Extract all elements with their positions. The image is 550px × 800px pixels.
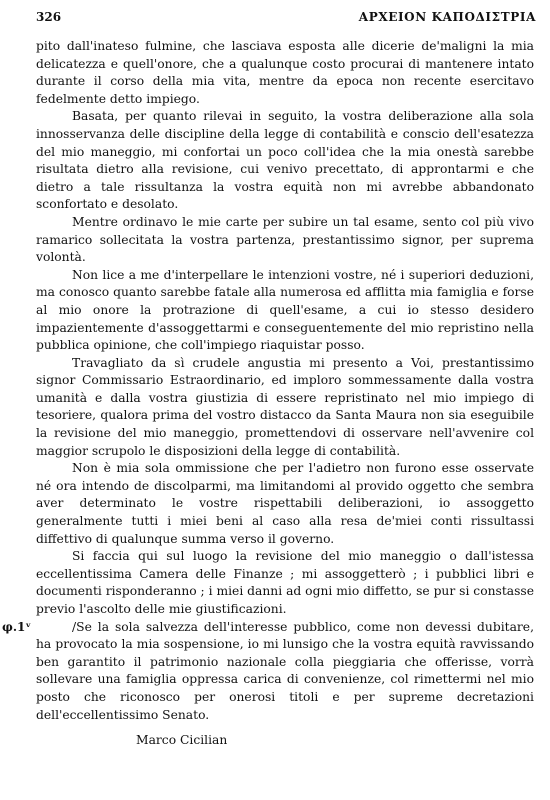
running-head: ΑΡΧΕΙΟΝ ΚΑΠΟΔΙΣΤΡΙΑ — [358, 10, 536, 24]
paragraph-4: Non lice a me d'interpellare le intenzioni vostre, né i superiori deduzioni, ma conosco quanto sarebbe fatale alla numerosa ed afflitta mia famiglia e forse al mio onore la protrazione di quell'esame, a cui io stesso desidero impazientemente d'assoggettarmi e conseguentemente del mio repristino nella pubblica opinione, che coll'impiego riaquistar posso. — [36, 267, 534, 353]
folio-marker: φ.1ᵛ — [2, 619, 32, 634]
paragraph-1: pito dall'inateso fulmine, che lasciava esposta alle dicerie de'maligni la mia delicatezza e quell'onore, che a qualunque costo procurai di mantenere intato durante il corso della mia vita, mentre da epoca non recente esercitavo fedelmente detto impiego. — [36, 39, 534, 106]
paragraph-7: Si faccia qui sul luogo la revisione del mio maneggio o dall'istessa eccellentissima Camera delle Finanze ; mi assoggetterò ; i pubblici libri e documenti risponderanno ; i miei danni ad ogni mio diffetto, se pur si constasse previo l'ascolto delle mie giustificazioni. — [36, 549, 534, 616]
paragraph-8-text: /Se la sola salvezza dell'interesse pubblico, come non devessi dubitare, ha provocato la mia sospensione, io mi lunsigo che la vostra equità ravvissando ben garantito il patrimonio nazionale colla pieggiaria che offerisse, vorrà sollevare una famiglia oppressa carica di convenienze, col rimettermi nel mio posto che riconosco per onerosi titoli e per supreme decretazioni dell'eccellentissimo Senato. — [36, 619, 534, 722]
paragraph-3: Mentre ordinavo le mie carte per subire un tal esame, sento col più vivo ramarico sollecitata la vostra partenza, prestantissimo signor, per suprema volontà. — [36, 214, 534, 265]
paragraph-6: Non è mia sola ommissione che per l'adietro non furono esse osservate né ora intendo de discolparmi, ma limitandomi al provido oggetto che sembra aver determinato le vostre rispettabili deliberazioni, io assoggetto generalmente tutti i miei beni al caso alla resa de'miei conti rissultassi diffettivo di qualunque summa verso il governo. — [36, 461, 534, 546]
paragraph-2: Basata, per quanto rilevai in seguito, la vostra deliberazione alla sola innosservanza delle discipline della legge di contabilità e conscio dell'esatezza del mio maneggio, mi confortai un poco coll'idea che la mia onestà sarebbe risultata dietro alla revisione, cui venivo precettato, di approntarmi e che dietro a tale rissultanza la vostra equità non mi avrebbe abbandonato sconfortato e desolato. — [36, 109, 534, 212]
signature: Marco Cicilian — [136, 733, 228, 748]
page-number: 326 — [36, 10, 62, 24]
paragraph-5: Travagliato da sì crudele angustia mi presento a Voi, prestantissimo signor Commissario Estraordinario, ed imploro sommessamente dalla vostra umanità e dalla vostra giustizia di essere repristinato nel mio impiego di tesoriere, qualora prima del vostro distacco da Santa Maura non sia eseguibile la revisione del mio maneggio, promettendovi di osservare nell'avvenire col maggior scrupolo le disposizioni della legge di contabilità. — [36, 355, 534, 458]
body-text — [2, 38, 534, 750]
page-header — [36, 10, 536, 28]
paragraph-8 — [2, 619, 534, 725]
